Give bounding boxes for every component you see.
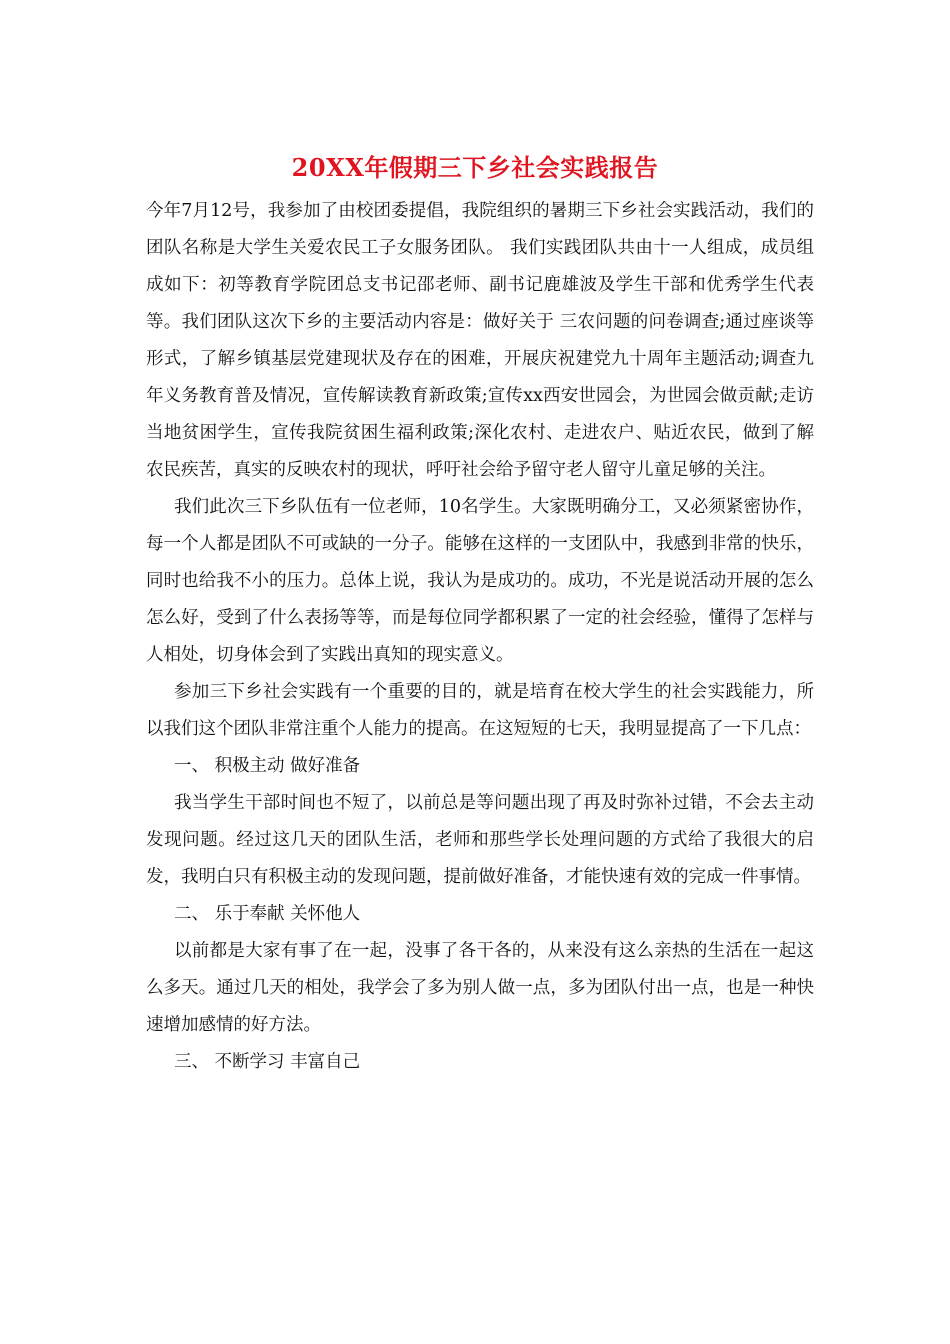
paragraph-purpose: 参加三下乡社会实践有一个重要的目的，就是培育在校大学生的社会实践能力，所以我们这个团队非常注重个人能力的提高。在这短短的七天，我明显提高了一下几点：: [146, 682, 814, 739]
document-body: [146, 193, 814, 1081]
paragraph-section-2: 以前都是大家有事了在一起，没事了各干各的，从来没有这么亲热的生活在一起这么多天。通过几天的相处，我学会了多为别人做一点，多为团队付出一点，也是一种快速增加感情的好方法。: [146, 941, 814, 1035]
section-heading-1: 一、 积极主动 做好准备: [174, 756, 361, 776]
section-heading-2: 二、 乐于奉献 关怀他人: [174, 904, 361, 924]
section-heading-3: 三、 不断学习 丰富自己: [174, 1052, 361, 1072]
paragraph-intro: 今年7月12号，我参加了由校团委提倡，我院组织的暑期三下乡社会实践活动，我们的团队名称是大学生关爱农民工子女服务团队。 我们实践团队共由十一人组成，成员组成如下：初等教育学院团总支书记邵老师、副书记鹿雄波及学生干部和优秀学生代表等。我们团队这次下乡的主要活动内容是：做好关于 三农问题的问卷调查;通过座谈等形式，了解乡镇基层党建现状及存在的困难，开展庆祝建党九十周年主题活动;调查九年义务教育普及情况，宣传解读教育新政策;宣传xx西安世园会，为世园会做贡献;走访当地贫困学生，宣传我院贫困生福利政策;深化农村、走进农户、贴近农民，做到了解农民疾苦，真实的反映农村的现状，呼吁社会给予留守老人留守儿童足够的关注。: [146, 201, 814, 480]
paragraph-team: 我们此次三下乡队伍有一位老师，10名学生。大家既明确分工，又必须紧密协作，每一个人都是团队不可或缺的一分子。能够在这样的一支团队中，我感到非常的快乐，同时也给我不小的压力。总体上说，我认为是成功的。成功，不光是说活动开展的怎么怎么好，受到了什么表扬等等，而是每位同学都积累了一定的社会经验，懂得了怎样与人相处，切身体会到了实践出真知的现实意义。: [146, 497, 814, 665]
document-title: 20XX年假期三下乡社会实践报告: [291, 153, 659, 182]
paragraph-section-1: 我当学生干部时间也不短了，以前总是等问题出现了再及时弥补过错，不会去主动发现问题。经过这几天的团队生活，老师和那些学长处理问题的方式给了我很大的启发，我明白只有积极主动的发现问题，提前做好准备，才能快速有效的完成一件事情。: [146, 793, 814, 887]
